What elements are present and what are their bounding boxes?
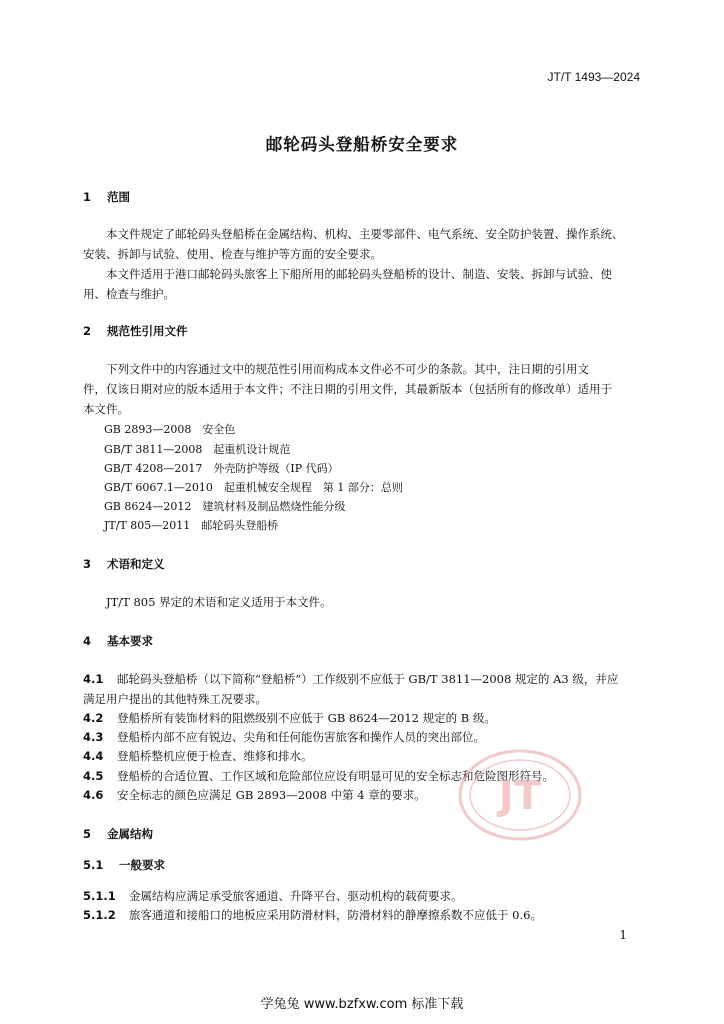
clause-text: 旅客通道和接船口的地板应采用防滑材料，防滑材料的静摩擦系数不应低于 0.6。 [129,908,542,922]
clause-4-4 [83,748,313,764]
clause-number: 5.1.1 [83,889,116,903]
clause-text: 登船桥的合适位置、工作区域和危险部位应设有明显可见的安全标志和危险图形符号。 [117,769,554,783]
reference-item: GB 2893—2008 安全色 [104,423,236,436]
section-number: 1 [83,190,92,204]
clause-number: 4.3 [83,730,104,744]
clause-number: 4.6 [83,788,104,802]
clause-text: 登船桥整机应便于检查、维修和排水。 [117,749,313,763]
clause-4-3 [83,729,485,745]
clause-4-1 [83,671,618,687]
section-5-heading [83,826,153,842]
scope-p2-line2: 用、检查与维护。 [83,287,175,301]
clause-5-1-2 [83,907,542,923]
clause-number: 4.5 [83,769,104,783]
page-number: 1 [619,928,627,942]
reference-item: JT/T 805—2011 邮轮码头登船桥 [104,519,279,532]
section-3-heading [83,556,165,572]
clause-number: 4.1 [83,672,104,686]
section-number: 2 [83,324,92,338]
clause-text: 邮轮码头登船桥（以下简称“登船桥”）工作级别不应低于 GB/T 3811—2008 规定的 A3 级，并应 [117,672,619,686]
reference-item: GB/T 6067.1—2010 起重机械安全规程 第 1 部分：总则 [104,481,403,494]
section-number: 4 [83,634,92,648]
section-title: 术语和定义 [107,557,165,571]
jt-watermark-stamp [455,745,585,845]
clause-4-2 [83,710,496,726]
document-code: JT/T 1493—2024 [547,70,640,84]
section-5-1-heading [83,857,165,873]
section-title: 规范性引用文件 [107,324,188,338]
reference-item: GB/T 4208—2017 外壳防护等级（IP 代码） [104,462,339,475]
footer-site-banner: 学兔兔 www.bzfxw.com 标准下载 [260,997,464,1012]
normative-line1: 下列文件中的内容通过文中的规范性引用而构成本文件必不可少的条款。其中，注日期的引用文 [83,362,589,376]
section-title: 范围 [107,190,130,204]
section-number: 5 [83,827,92,841]
scope-p1-line2: 安装、拆卸与试验、使用、检查与维护等方面的安全要求。 [83,247,382,261]
section-title: 一般要求 [119,858,165,872]
clause-number: 5.1.2 [83,908,116,922]
section-number: 5.1 [83,858,104,872]
section-1-heading [83,189,130,205]
reference-item: GB/T 3811—2008 起重机设计规范 [104,443,291,456]
clause-number: 4.2 [83,711,104,725]
clause-number: 4.4 [83,749,104,763]
clause-text: 登船桥所有装饰材料的阻燃级别不应低于 GB 8624—2012 规定的 B 级。 [117,711,496,725]
clause-5-1-1 [83,888,463,904]
section-number: 3 [83,557,92,571]
section-4-heading [83,633,153,649]
normative-line2: 件，仅该日期对应的版本适用于本文件；不注日期的引用文件，其最新版本（包括所有的修改单）适用于 [83,382,612,396]
clause-text: 金属结构应满足承受旅客通道、升降平台、驱动机构的载荷要求。 [129,889,463,903]
scope-p1-line1: 本文件规定了邮轮码头登船桥在金属结构、机构、主要零部件、电气系统、安全防护装置、操作系统、 [83,227,624,241]
section-title: 金属结构 [107,827,153,841]
section-2-heading [83,323,188,339]
clause-text: 安全标志的颜色应满足 GB 2893—2008 中第 4 章的要求。 [117,788,426,802]
clause-4-6 [83,787,426,803]
section-title: 基本要求 [107,634,153,648]
reference-item: GB 8624—2012 建筑材料及制品燃烧性能分级 [104,500,346,513]
terms-paragraph: JT/T 805 界定的术语和定义适用于本文件。 [83,595,332,609]
normative-line3: 本文件。 [83,402,129,416]
document-title: 邮轮码头登船桥安全要求 [265,135,459,154]
stamp-letters: JT [498,773,542,819]
scope-p2-line1: 本文件适用于港口邮轮码头旅客上下船所用的邮轮码头登船桥的设计、制造、安装、拆卸与试验、使 [83,267,612,281]
clause-4-1-continued: 满足用户提出的其他特殊工况要求。 [83,692,267,706]
clause-text: 登船桥内部不应有锐边、尖角和任何能伤害旅客和操作人员的突出部位。 [117,730,485,744]
